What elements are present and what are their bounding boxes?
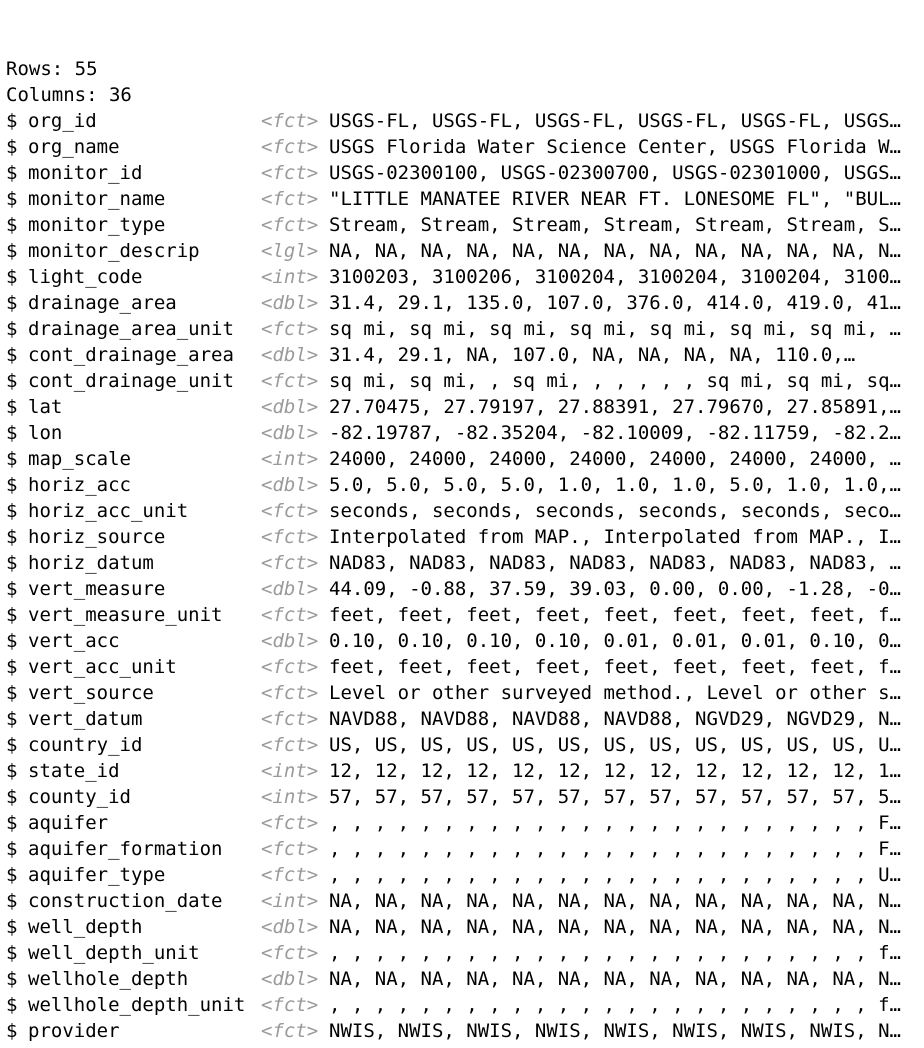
column-type: <fct> — [261, 162, 319, 184]
column-values: NA, NA, NA, NA, NA, NA, NA, NA, NA, NA, NA, NA, N… — [329, 916, 901, 938]
column-name: light_code — [28, 266, 143, 288]
column-name: monitor_name — [28, 188, 166, 210]
column-name: org_name — [28, 136, 120, 158]
glimpse-row — [6, 186, 924, 212]
column-type: <fct> — [261, 136, 319, 158]
column-name: provider — [28, 1020, 120, 1042]
command-line-glimpse — [6, 30, 924, 56]
command-line-load — [6, 4, 924, 30]
glimpse-row — [6, 108, 924, 134]
column-type: <fct> — [261, 864, 319, 886]
glimpse-row — [6, 212, 924, 238]
glimpse-row — [6, 758, 924, 784]
column-values: 27.70475, 27.79197, 27.88391, 27.79670, 27.85891,… — [329, 396, 901, 418]
column-type: <fct> — [261, 708, 319, 730]
column-name: monitor_type — [28, 214, 166, 236]
column-type: <dbl> — [261, 292, 319, 314]
column-values: NWIS, NWIS, NWIS, NWIS, NWIS, NWIS, NWIS, NWIS, N… — [329, 1020, 901, 1042]
column-type: <fct> — [261, 604, 319, 626]
column-values: sq mi, sq mi, , sq mi, , , , , , sq mi, sq mi, sq… — [329, 370, 901, 392]
dollar-sign: $ — [6, 344, 18, 366]
column-values: NA, NA, NA, NA, NA, NA, NA, NA, NA, NA, NA, NA, N… — [329, 890, 901, 912]
glimpse-row — [6, 342, 924, 368]
column-name: vert_source — [28, 682, 154, 704]
glimpse-row — [6, 992, 924, 1018]
column-type: <int> — [261, 786, 319, 808]
column-type: <fct> — [261, 994, 319, 1016]
column-values: 24000, 24000, 24000, 24000, 24000, 24000, 24000, … — [329, 448, 901, 470]
column-type: <dbl> — [261, 396, 319, 418]
glimpse-row — [6, 654, 924, 680]
column-values: 12, 12, 12, 12, 12, 12, 12, 12, 12, 12, 12, 12, 1… — [329, 760, 901, 782]
column-name: drainage_area_unit — [28, 318, 234, 340]
column-values: 31.4, 29.1, 135.0, 107.0, 376.0, 414.0, 419.0, 41… — [329, 292, 901, 314]
column-type: <dbl> — [261, 344, 319, 366]
glimpse-row — [6, 1018, 924, 1044]
column-values: 57, 57, 57, 57, 57, 57, 57, 57, 57, 57, 57, 57, 5… — [329, 786, 901, 808]
dollar-sign: $ — [6, 760, 18, 782]
column-type: <fct> — [261, 370, 319, 392]
glimpse-row — [6, 498, 924, 524]
glimpse-output — [6, 108, 924, 1044]
dollar-sign: $ — [6, 110, 18, 132]
column-values: 0.10, 0.10, 0.10, 0.10, 0.01, 0.01, 0.01, 0.10, 0… — [329, 630, 901, 652]
dollar-sign: $ — [6, 552, 18, 574]
dollar-sign: $ — [6, 1020, 18, 1042]
column-name: horiz_datum — [28, 552, 154, 574]
column-name: wellhole_depth — [28, 968, 189, 990]
column-name: country_id — [28, 734, 143, 756]
column-type: <fct> — [261, 682, 319, 704]
column-name: org_id — [28, 110, 97, 132]
glimpse-row — [6, 680, 924, 706]
dollar-sign: $ — [6, 136, 18, 158]
glimpse-row — [6, 264, 924, 290]
column-name: vert_acc_unit — [28, 656, 177, 678]
glimpse-row — [6, 966, 924, 992]
column-values: , , , , , , , , , , , , , , , , , , , , , , , , f… — [329, 994, 901, 1016]
dollar-sign: $ — [6, 396, 18, 418]
column-type: <int> — [261, 266, 319, 288]
column-values: NAVD88, NAVD88, NAVD88, NAVD88, NGVD29, NGVD29, N… — [329, 708, 901, 730]
glimpse-row — [6, 784, 924, 810]
column-type: <dbl> — [261, 968, 319, 990]
glimpse-row — [6, 160, 924, 186]
dollar-sign: $ — [6, 370, 18, 392]
dollar-sign: $ — [6, 864, 18, 886]
glimpse-row — [6, 576, 924, 602]
column-type: <fct> — [261, 656, 319, 678]
dollar-sign: $ — [6, 916, 18, 938]
column-name: lat — [28, 396, 63, 418]
column-name: drainage_area — [28, 292, 177, 314]
column-name: lon — [28, 422, 63, 444]
glimpse-row — [6, 238, 924, 264]
column-type: <fct> — [261, 318, 319, 340]
column-name: monitor_descrip — [28, 240, 200, 262]
dollar-sign: $ — [6, 474, 18, 496]
dollar-sign: $ — [6, 994, 18, 1016]
glimpse-row — [6, 446, 924, 472]
glimpse-row — [6, 316, 924, 342]
column-type: <int> — [261, 448, 319, 470]
column-type: <fct> — [261, 188, 319, 210]
dollar-sign: $ — [6, 214, 18, 236]
column-name: well_depth_unit — [28, 942, 200, 964]
column-values: , , , , , , , , , , , , , , , , , , , , , , , , f… — [329, 942, 901, 964]
column-values: feet, feet, feet, feet, feet, feet, feet, feet, f… — [329, 656, 901, 678]
dollar-sign: $ — [6, 656, 18, 678]
column-name: monitor_id — [28, 162, 143, 184]
dollar-sign: $ — [6, 708, 18, 730]
dollar-sign: $ — [6, 500, 18, 522]
column-name: map_scale — [28, 448, 131, 470]
column-name: aquifer_formation — [28, 838, 223, 860]
column-name: aquifer_type — [28, 864, 166, 886]
dollar-sign: $ — [6, 682, 18, 704]
glimpse-row — [6, 290, 924, 316]
rows-count: Rows: 55 — [6, 58, 98, 80]
dollar-sign: $ — [6, 422, 18, 444]
column-type: <fct> — [261, 734, 319, 756]
dollar-sign: $ — [6, 240, 18, 262]
dollar-sign: $ — [6, 604, 18, 626]
column-name: horiz_source — [28, 526, 166, 548]
column-values: Interpolated from MAP., Interpolated from MAP., I… — [329, 526, 901, 548]
column-values: -82.19787, -82.35204, -82.10009, -82.11759, -82.2… — [329, 422, 901, 444]
glimpse-row — [6, 862, 924, 888]
glimpse-row — [6, 420, 924, 446]
glimpse-row — [6, 810, 924, 836]
dollar-sign: $ — [6, 578, 18, 600]
column-type: <dbl> — [261, 578, 319, 600]
column-values: "LITTLE MANATEE RIVER NEAR FT. LONESOME FL", "BUL… — [329, 188, 901, 210]
column-name: vert_measure — [28, 578, 166, 600]
dollar-sign: $ — [6, 968, 18, 990]
dollar-sign: $ — [6, 292, 18, 314]
column-values: , , , , , , , , , , , , , , , , , , , , , , , , F… — [329, 812, 901, 834]
column-name: horiz_acc_unit — [28, 500, 189, 522]
column-values: 31.4, 29.1, NA, 107.0, NA, NA, NA, NA, 110.0,… — [329, 344, 856, 366]
column-type: <int> — [261, 760, 319, 782]
column-values: seconds, seconds, seconds, seconds, seconds, seco… — [329, 500, 901, 522]
column-values: sq mi, sq mi, sq mi, sq mi, sq mi, sq mi, sq mi, … — [329, 318, 901, 340]
dollar-sign: $ — [6, 526, 18, 548]
dollar-sign: $ — [6, 162, 18, 184]
column-type: <fct> — [261, 214, 319, 236]
column-name: construction_date — [28, 890, 223, 912]
dollar-sign: $ — [6, 786, 18, 808]
dollar-sign: $ — [6, 188, 18, 210]
column-name: county_id — [28, 786, 131, 808]
column-type: <fct> — [261, 942, 319, 964]
column-type: <int> — [261, 890, 319, 912]
column-values: USGS-02300100, USGS-02300700, USGS-02301000, USGS… — [329, 162, 901, 184]
column-type: <fct> — [261, 110, 319, 132]
column-values: NA, NA, NA, NA, NA, NA, NA, NA, NA, NA, NA, NA, N… — [329, 240, 901, 262]
column-name: well_depth — [28, 916, 143, 938]
column-type: <dbl> — [261, 916, 319, 938]
column-type: <lgl> — [261, 240, 319, 262]
column-values: Stream, Stream, Stream, Stream, Stream, Stream, S… — [329, 214, 901, 236]
dollar-sign: $ — [6, 448, 18, 470]
glimpse-row — [6, 888, 924, 914]
column-type: <fct> — [261, 812, 319, 834]
glimpse-row — [6, 134, 924, 160]
glimpse-row — [6, 940, 924, 966]
column-name: aquifer — [28, 812, 109, 834]
column-values: 44.09, -0.88, 37.59, 39.03, 0.00, 0.00, -1.28, -0… — [329, 578, 901, 600]
dollar-sign: $ — [6, 890, 18, 912]
column-name: wellhole_depth_unit — [28, 994, 246, 1016]
glimpse-row — [6, 394, 924, 420]
column-type: <fct> — [261, 838, 319, 860]
glimpse-row — [6, 836, 924, 862]
column-type: <fct> — [261, 500, 319, 522]
glimpse-row — [6, 524, 924, 550]
dollar-sign: $ — [6, 630, 18, 652]
glimpse-row — [6, 706, 924, 732]
column-values: USGS Florida Water Science Center, USGS Florida W… — [329, 136, 901, 158]
column-name: vert_acc — [28, 630, 120, 652]
column-values: , , , , , , , , , , , , , , , , , , , , , , , , F… — [329, 838, 901, 860]
column-values: 3100203, 3100206, 3100204, 3100204, 3100204, 3100… — [329, 266, 901, 288]
column-values: NAD83, NAD83, NAD83, NAD83, NAD83, NAD83, NAD83, … — [329, 552, 901, 574]
column-name: cont_drainage_unit — [28, 370, 234, 392]
column-values: USGS-FL, USGS-FL, USGS-FL, USGS-FL, USGS-FL, USGS… — [329, 110, 901, 132]
column-name: cont_drainage_area — [28, 344, 234, 366]
dollar-sign: $ — [6, 734, 18, 756]
dollar-sign: $ — [6, 318, 18, 340]
dollar-sign: $ — [6, 942, 18, 964]
dollar-sign: $ — [6, 266, 18, 288]
column-name: vert_datum — [28, 708, 143, 730]
column-values: Level or other surveyed method., Level or other s… — [329, 682, 901, 704]
column-type: <dbl> — [261, 474, 319, 496]
column-type: <dbl> — [261, 630, 319, 652]
column-type: <dbl> — [261, 422, 319, 444]
column-values: feet, feet, feet, feet, feet, feet, feet, feet, f… — [329, 604, 901, 626]
column-values: US, US, US, US, US, US, US, US, US, US, US, US, U… — [329, 734, 901, 756]
glimpse-row — [6, 628, 924, 654]
column-name: vert_measure_unit — [28, 604, 223, 626]
column-values: NA, NA, NA, NA, NA, NA, NA, NA, NA, NA, NA, NA, N… — [329, 968, 901, 990]
column-type: <fct> — [261, 552, 319, 574]
column-values: , , , , , , , , , , , , , , , , , , , , , , , , U… — [329, 864, 901, 886]
glimpse-row — [6, 732, 924, 758]
glimpse-row — [6, 602, 924, 628]
dollar-sign: $ — [6, 838, 18, 860]
column-type: <fct> — [261, 526, 319, 548]
dollar-sign: $ — [6, 812, 18, 834]
column-type: <fct> — [261, 1020, 319, 1042]
column-name: horiz_acc — [28, 474, 131, 496]
glimpse-row — [6, 914, 924, 940]
column-values: 5.0, 5.0, 5.0, 5.0, 1.0, 1.0, 1.0, 5.0, 1.0, 1.0,… — [329, 474, 901, 496]
column-name: state_id — [28, 760, 120, 782]
columns-count: Columns: 36 — [6, 84, 132, 106]
glimpse-row — [6, 472, 924, 498]
glimpse-row — [6, 550, 924, 576]
glimpse-row — [6, 368, 924, 394]
